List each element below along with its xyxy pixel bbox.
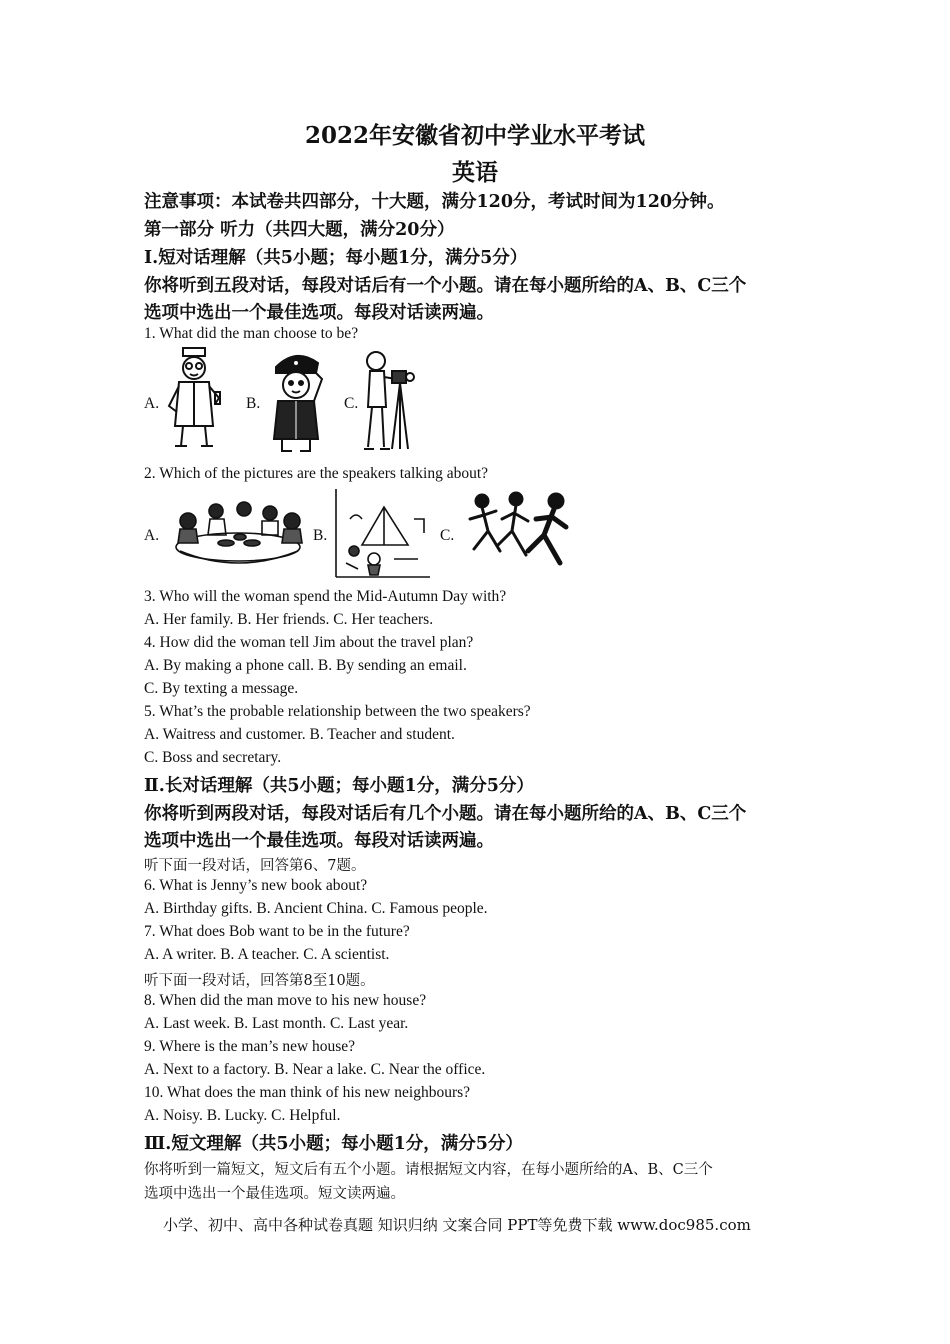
q1-label-a: A. [144,395,160,412]
exam-subject: 英语 [452,159,498,186]
question-8-options: A. Last week. B. Last month. C. Last year. [144,1015,409,1032]
question-3: 3. Who will the woman spend the Mid-Autumn Day with? [144,588,507,605]
sec1-instruction-line1: 你将听到五段对话，每段对话后有一个小题。请在每小题所给的A、B、C三个 [144,276,747,296]
question-10: 10. What does the man think of his new neighbours? [144,1084,471,1101]
question-3-options: A. Her family. B. Her friends. C. Her teachers. [144,611,434,628]
q2-label-a: A. [144,527,160,544]
question-9-options: A. Next to a factory. B. Near a lake. C. Near the office. [144,1061,486,1078]
sec3-instruction-line1: 你将听到一篇短文，短文后有五个小题。请根据短文内容，在每小题所给的A、B、C三个 [144,1162,713,1178]
runners-picture [460,489,574,577]
sec2-instruction-line1: 你将听到两段对话，每段对话后有几个小题。请在每小题所给的A、B、C三个 [144,804,747,824]
question-7: 7. What does Bob want to be in the future? [144,923,410,940]
q1-label-c: C. [344,395,359,412]
question-9: 9. Where is the man’s new house? [144,1038,356,1055]
photographer-picture [362,349,418,453]
question-2: 2. Which of the pictures are the speakers talking about? [144,465,489,482]
notice: 注意事项：本试卷共四部分，十大题，满分120分，考试时间为120分钟。 [144,192,725,212]
part1-heading: 第一部分 听力（共四大题，满分20分） [144,220,455,240]
q2-label-c: C. [440,527,455,544]
sec3-instruction-line2: 选项中选出一个最佳选项。短文读两遍。 [144,1186,405,1202]
police-officer-picture [264,349,328,453]
question-4-options-1: A. By making a phone call. B. By sending an email. [144,657,467,674]
question-7-options: A. A writer. B. A teacher. C. A scientist. [144,946,390,963]
question-10-options: A. Noisy. B. Lucky. C. Helpful. [144,1107,341,1124]
question-8: 8. When did the man move to his new house? [144,992,427,1009]
sec2-instruction-line2: 选项中选出一个最佳选项。每段对话读两遍。 [144,831,494,851]
doctor-picture [163,346,225,452]
sec1-heading: Ⅰ.短对话理解（共5小题；每小题1分，满分5分） [144,248,528,268]
question-5-options-1: A. Waitress and customer. B. Teacher and student. [144,726,455,743]
exam-title: 2022年安徽省初中学业水平考试 [304,122,645,149]
q2-label-b: B. [313,527,328,544]
family-dinner-picture [166,497,310,573]
question-1: 1. What did the man choose to be? [144,325,359,342]
q1-label-b: B. [246,395,261,412]
question-4-options-2: C. By texting a message. [144,680,299,697]
question-5-options-2: C. Boss and secretary. [144,749,282,766]
sec2-heading: Ⅱ.长对话理解（共5小题；每小题1分，满分5分） [144,776,534,796]
question-5: 5. What’s the probable relationship between the two speakers? [144,703,531,720]
sec1-instruction-line2: 选项中选出一个最佳选项。每段对话读两遍。 [144,303,494,323]
question-6-options: A. Birthday gifts. B. Ancient China. C. Famous people. [144,900,488,917]
sec2-lead-2: 听下面一段对话，回答第8至10题。 [144,973,375,989]
page-footer: 小学、初中、高中各种试卷真题 知识归纳 文案合同 PPT等免费下载 www.doc985.com [163,1216,751,1234]
sec2-lead-1: 听下面一段对话，回答第6、7题。 [144,858,366,874]
question-4: 4. How did the woman tell Jim about the travel plan? [144,634,474,651]
camping-picture [334,489,432,579]
sec3-heading: Ⅲ.短文理解（共5小题；每小题1分，满分5分） [144,1134,523,1154]
question-6: 6. What is Jenny’s new book about? [144,877,368,894]
